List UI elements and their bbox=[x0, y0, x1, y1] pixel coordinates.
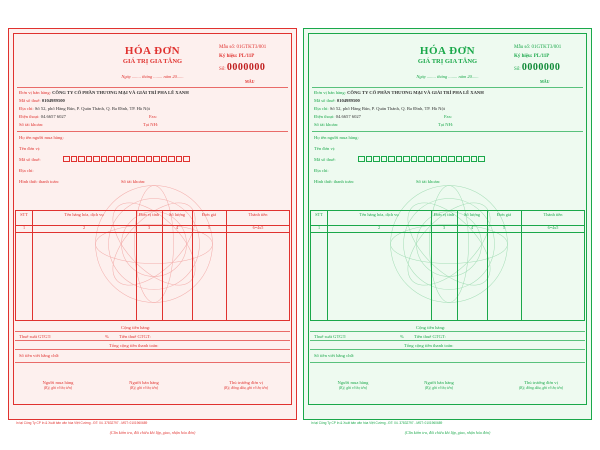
buyer-payment: Hình thức thanh toán: bbox=[19, 179, 60, 184]
idx-4: 4 bbox=[470, 225, 474, 230]
col-qty: Số lượng bbox=[463, 212, 481, 217]
items-table bbox=[15, 210, 290, 321]
serial-number: Số: 0000000 bbox=[219, 62, 266, 73]
printer-line-green: In tại Công Ty CP In & Xuất bản văn hóa Việt Cường - ĐT: 04. 37832797 - MST: 0101960689 bbox=[311, 421, 443, 425]
idx-2: 2 bbox=[377, 225, 381, 230]
invoice-subtitle: GIÁ TRỊ GIA TĂNG bbox=[122, 58, 183, 65]
col-unit: Đơn vị tính bbox=[433, 212, 455, 217]
divider bbox=[312, 131, 583, 132]
buyer-address: Địa chỉ: bbox=[19, 168, 34, 173]
invoice-title: HÓA ĐƠN bbox=[124, 45, 181, 57]
seller-fax: Fax: bbox=[444, 114, 453, 119]
idx-1: 1 bbox=[22, 225, 26, 230]
serial-number: Số: 0000000 bbox=[514, 62, 561, 73]
idx-4: 4 bbox=[175, 225, 179, 230]
form-number: Mẫu số: 01GTKT3/001 bbox=[514, 45, 562, 50]
mau-label: MẪU bbox=[245, 79, 255, 84]
seller-address: Địa chỉ: Số 52, phố Hàng Bún, P. Quán Thánh, Q. Ba Đình, TP. Hà Nội bbox=[314, 106, 446, 111]
vat-percent: % bbox=[105, 334, 109, 339]
divider bbox=[17, 131, 288, 132]
sig-buyer: Người mua hàng (Ký, ghi rõ họ tên) bbox=[42, 380, 74, 390]
vat-amount-label: Tiền thuế GTGT: bbox=[414, 334, 446, 339]
idx-3: 3 bbox=[147, 225, 151, 230]
footer-note: (Cần kiểm tra, đối chiếu khi lập, giao, nhận hóa đơn) bbox=[109, 430, 196, 435]
seller-unit: Đơn vị bán hàng: CÔNG TY CỔ PHẦN THƯƠNG MẠI VÀ GIẢI TRÍ PHA LÊ XANH bbox=[314, 90, 484, 95]
idx-6: 6=4x5 bbox=[547, 225, 559, 230]
buyer-name: Họ tên người mua hàng: bbox=[19, 135, 64, 140]
items-table bbox=[310, 210, 585, 321]
date-line: Ngày ........ tháng ........ năm 20...... bbox=[121, 74, 184, 79]
grand-total-label: Tổng cộng tiền thanh toán: bbox=[109, 343, 159, 348]
invoice-subtitle: GIÁ TRỊ GIA TĂNG bbox=[417, 58, 478, 65]
sig-buyer: Người mua hàng (Ký, ghi rõ họ tên) bbox=[337, 380, 369, 390]
buyer-unit: Tên đơn vị: bbox=[314, 146, 336, 151]
footer-note: (Cần kiểm tra, đối chiếu khi lập, giao, nhận hóa đơn) bbox=[404, 430, 491, 435]
col-name: Tên hàng hóa, dịch vụ bbox=[64, 212, 104, 217]
seller-bank: Tại NH: bbox=[143, 122, 159, 127]
in-words-label: Số tiền viết bằng chữ: bbox=[19, 353, 60, 358]
subtotal-label: Cộng tiền hàng: bbox=[416, 325, 446, 330]
buyer-account: Số tài khoản: bbox=[416, 179, 441, 184]
col-stt: STT bbox=[20, 212, 28, 217]
buyer-name: Họ tên người mua hàng: bbox=[314, 135, 359, 140]
printer-line-red: In tại Công Ty CP In & Xuất bản văn hóa Việt Cường - ĐT: 04. 37832797 - MST: 0101960689 bbox=[16, 421, 148, 425]
col-price: Đơn giá bbox=[201, 212, 217, 217]
seller-phone: Điện thoại: 04.6657 6027 bbox=[314, 114, 361, 119]
sig-director: Thủ trưởng đơn vị (Ký, đóng dấu, ghi rõ họ tên) bbox=[518, 380, 564, 390]
grand-total-label: Tổng cộng tiền thanh toán: bbox=[404, 343, 454, 348]
vat-rate-label: Thuế suất GTGT: bbox=[314, 334, 347, 339]
subtotal-label: Cộng tiền hàng: bbox=[121, 325, 151, 330]
col-stt: STT bbox=[315, 212, 323, 217]
seller-tax: Mã số thuế: 0104989500 bbox=[314, 98, 360, 103]
sig-seller: Người bán hàng (Ký, ghi rõ họ tên) bbox=[424, 380, 454, 390]
idx-6: 6=4x5 bbox=[252, 225, 264, 230]
seller-unit: Đơn vị bán hàng: CÔNG TY CỔ PHẦN THƯƠNG MẠI VÀ GIẢI TRÍ PHA LÊ XANH bbox=[19, 90, 189, 95]
buyer-account: Số tài khoản: bbox=[121, 179, 146, 184]
col-amount: Thành tiền bbox=[248, 212, 268, 217]
col-name: Tên hàng hóa, dịch vụ bbox=[359, 212, 399, 217]
form-number: Mẫu số: 01GTKT3/001 bbox=[219, 45, 267, 50]
in-words-label: Số tiền viết bằng chữ: bbox=[314, 353, 355, 358]
buyer-tax: Mã số thuế: bbox=[314, 157, 336, 162]
sig-seller: Người bán hàng (Ký, ghi rõ họ tên) bbox=[129, 380, 159, 390]
col-amount: Thành tiền bbox=[543, 212, 563, 217]
seller-account: Số tài khoản: bbox=[314, 122, 339, 127]
sig-director: Thủ trưởng đơn vị (Ký, đóng dấu, ghi rõ họ tên) bbox=[223, 380, 269, 390]
seller-phone: Điện thoại: 04.6657 6027 bbox=[19, 114, 66, 119]
seller-address: Địa chỉ: Số 52, phố Hàng Bún, P. Quán Thánh, Q. Ba Đình, TP. Hà Nội bbox=[19, 106, 151, 111]
idx-3: 3 bbox=[442, 225, 446, 230]
col-price: Đơn giá bbox=[496, 212, 512, 217]
divider bbox=[17, 87, 288, 88]
idx-2: 2 bbox=[82, 225, 86, 230]
col-unit: Đơn vị tính bbox=[138, 212, 160, 217]
seller-fax: Fax: bbox=[149, 114, 158, 119]
symbol: Ký hiệu: PL/11P bbox=[219, 54, 255, 59]
buyer-unit: Tên đơn vị: bbox=[19, 146, 41, 151]
idx-5: 5 bbox=[207, 225, 211, 230]
date-line: Ngày ........ tháng ........ năm 20...... bbox=[416, 74, 479, 79]
invoice-title: HÓA ĐƠN bbox=[419, 45, 476, 57]
buyer-payment: Hình thức thanh toán: bbox=[314, 179, 355, 184]
seller-tax: Mã số thuế: 0104989500 bbox=[19, 98, 65, 103]
vat-amount-label: Tiền thuế GTGT: bbox=[119, 334, 151, 339]
vat-percent: % bbox=[400, 334, 404, 339]
mau-label: MẪU bbox=[540, 79, 550, 84]
buyer-tax: Mã số thuế: bbox=[19, 157, 41, 162]
tax-digit-boxes[interactable] bbox=[63, 156, 191, 162]
idx-1: 1 bbox=[317, 225, 321, 230]
seller-bank: Tại NH: bbox=[438, 122, 454, 127]
seller-account: Số tài khoản: bbox=[19, 122, 44, 127]
symbol: Ký hiệu: PL/11P bbox=[514, 54, 550, 59]
col-qty: Số lượng bbox=[168, 212, 186, 217]
divider bbox=[312, 87, 583, 88]
tax-digit-boxes[interactable] bbox=[358, 156, 486, 162]
vat-rate-label: Thuế suất GTGT: bbox=[19, 334, 52, 339]
buyer-address: Địa chỉ: bbox=[314, 168, 329, 173]
idx-5: 5 bbox=[502, 225, 506, 230]
